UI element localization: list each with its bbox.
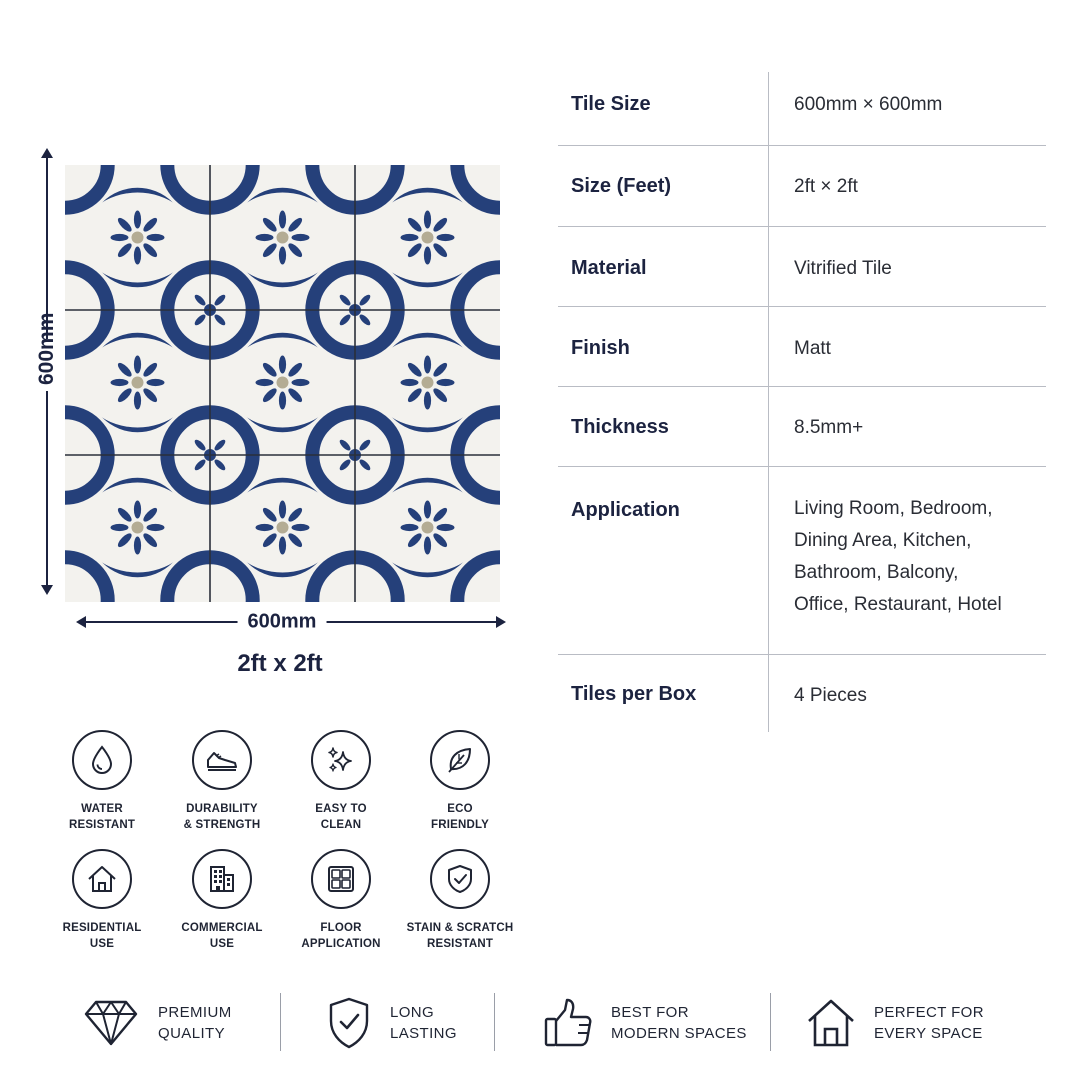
feature-circle [192,849,252,909]
tile-petal [279,392,286,410]
tile-petal [437,524,455,531]
water-drop-icon [85,743,119,777]
spec-row-size-feet [558,146,1046,227]
banner-separator [494,993,495,1051]
house-icon [85,862,119,896]
feature-floor-application [281,849,401,952]
tile-flower-center [132,522,144,534]
spec-label: Material [571,257,647,279]
spec-value-line: Dining Area, Kitchen, [794,530,972,551]
tile-flower-center [422,232,434,244]
tile-petal [292,524,310,531]
spec-value: Matt [794,338,831,359]
feature-commercial-use [162,849,282,952]
spec-value-line: Living Room, Bedroom, [794,498,993,519]
tile-petal [134,211,141,229]
spec-value-line: Bathroom, Balcony, [794,562,959,583]
spec-value: 4 Pieces [794,685,867,706]
tile-petal [424,211,431,229]
tile-petal [401,379,419,386]
feature-circle [192,730,252,790]
spec-row-material [558,227,1046,307]
spec-label: Finish [571,337,630,359]
tile-petal [279,501,286,519]
shoe-icon [205,743,239,777]
leaf-icon [443,743,477,777]
sparkle-icon [324,743,358,777]
tile-petal [134,501,141,519]
tile-petal [437,379,455,386]
tile-petal [292,234,310,241]
shield-check-icon [326,996,372,1050]
banner-label: BEST FOR MODERN SPACES [611,1004,747,1042]
feature-label: EASY TO CLEAN [315,803,367,831]
banner-premium-quality [82,992,232,1054]
feature-label: STAIN & SCRATCH RESISTANT [406,922,514,950]
tile-petal [134,537,141,555]
tile-petal [279,537,286,555]
tile-petal [279,211,286,229]
spec-value-line: Office, Restaurant, Hotel [794,594,1002,615]
feature-eco-friendly [400,730,520,833]
spec-value: 8.5mm+ [794,417,864,438]
tile-petal [147,524,165,531]
feature-stain-scratch-resistant [400,849,520,952]
feature-easy-to-clean [281,730,401,833]
tile-image [65,165,500,602]
tile-petal [424,247,431,265]
banner-long-lasting [326,992,457,1054]
tile-petal [111,379,129,386]
feature-label: RESIDENTIAL USE [62,922,142,950]
spec-value: Vitrified Tile [794,258,892,279]
spec-row-tile-size [558,72,1046,146]
feature-water-resistant [42,730,162,833]
spec-label: Thickness [571,416,669,438]
tile-petal [134,356,141,374]
spec-label: Tiles per Box [571,683,697,705]
spec-label: Application [571,499,680,521]
feature-circle [430,730,490,790]
tile-flower-center [132,232,144,244]
thumbs-up-icon [543,997,593,1049]
spec-row-thickness [558,387,1046,467]
size-caption: 2ft x 2ft [237,650,323,677]
spec-label: Size (Feet) [571,175,672,197]
spec-row-tiles-per-box [558,655,1046,733]
width-label: 600mm [238,611,327,634]
spec-label: Tile Size [571,93,651,115]
tile-flower-center [277,232,289,244]
banner-label: LONG LASTING [390,1004,457,1042]
feature-residential-use [42,849,162,952]
feature-label: WATER RESISTANT [68,803,136,831]
feature-label: FLOOR APPLICATION [301,922,381,950]
feature-circle [311,849,371,909]
tile-petal [424,501,431,519]
tile-petal [424,392,431,410]
tile-petal [256,524,274,531]
banner-separator [280,993,281,1051]
tile-petal [292,379,310,386]
banner-separator [770,993,771,1051]
banner-perfect-for-every-space [806,992,984,1054]
feature-durability [162,730,282,833]
tile-petal [111,524,129,531]
diamond-icon [82,998,140,1048]
spec-row-finish [558,307,1046,387]
tile-petal [401,524,419,531]
tile-flower-center [422,522,434,534]
floor-grid-icon [324,862,358,896]
feature-label: ECO FRIENDLY [430,803,490,831]
feature-circle [72,730,132,790]
banner-label: PREMIUM QUALITY [158,1004,232,1042]
tile-petal [256,379,274,386]
tile-pattern [65,165,500,602]
tile-petal [279,247,286,265]
tile-petal [279,356,286,374]
tile-flower-center [422,377,434,389]
tile-petal [437,234,455,241]
tile-petal [401,234,419,241]
shield-check-icon [443,862,477,896]
feature-circle [72,849,132,909]
tile-petal [134,247,141,265]
tile-petal [147,234,165,241]
height-label: 600mm [29,339,65,391]
banner-best-for-modern-spaces [543,992,747,1054]
feature-circle [430,849,490,909]
tile-petal [424,537,431,555]
feature-label: COMMERCIAL USE [181,922,263,950]
spec-value: 600mm × 600mm [794,94,943,115]
spec-row-application [558,467,1046,655]
feature-circle [311,730,371,790]
tile-flower-center [277,522,289,534]
banner-label: PERFECT FOR EVERY SPACE [874,1004,984,1042]
building-icon [205,862,239,896]
feature-label: DURABILITY & STRENGTH [183,803,261,831]
tile-petal [256,234,274,241]
house-icon [806,997,856,1049]
tile-flower-center [132,377,144,389]
spec-value: 2ft × 2ft [794,176,858,197]
tile-petal [424,356,431,374]
tile-flower-center [277,377,289,389]
tile-petal [147,379,165,386]
tile-petal [134,392,141,410]
tile-petal [111,234,129,241]
